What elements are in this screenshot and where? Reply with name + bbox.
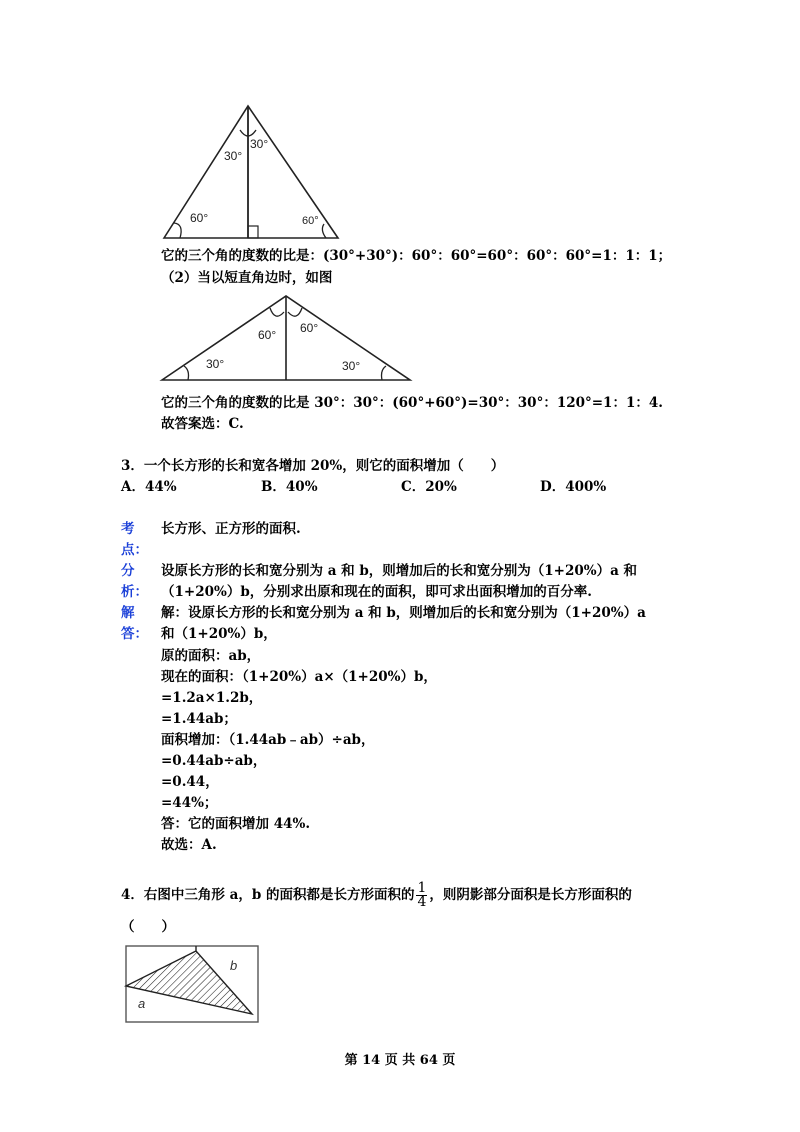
q4-prefix: 4．右图中三角形 a，b 的面积都是长方形面积的 — [121, 887, 415, 903]
label-b: b — [230, 958, 238, 973]
q4-suffix: ，则阴影部分面积是长方形面积的 — [429, 887, 632, 903]
jieda-line-7: 面积增加：（1.44ab﹣ab）÷ab， — [161, 732, 375, 748]
triangle-figure-1 — [160, 100, 350, 240]
q3-option-d: D．400% — [540, 479, 607, 495]
fraction-denominator: 4 — [417, 894, 427, 910]
fenxi-line-1: 设原长方形的长和宽分别为 a 和 b，则增加后的长和宽分别为（1+20%）a 和 — [161, 563, 638, 579]
jieda-line-6: =1.44ab； — [161, 711, 237, 727]
fig1-angle-top-right: 30° — [250, 137, 269, 151]
jieda-line-1: 解：设原长方形的长和宽分别为 a 和 b，则增加后的长和宽分别为（1+20%）a — [161, 605, 646, 621]
jieda-line-4: 现在的面积：（1+20%）a×（1+20%）b， — [161, 669, 437, 685]
fig1-angle-bottom-left: 60° — [190, 211, 209, 225]
jieda-line-5: =1.2a×1.2b， — [161, 690, 263, 706]
case-2-line: （2）当以短直角边时，如图 — [161, 270, 333, 286]
fig2-angle-top-right: 60° — [300, 321, 319, 335]
label-kaodian-2: 点： — [121, 542, 148, 558]
answer-line: 故答案选：C. — [161, 416, 244, 432]
fraction-numerator: 1 — [417, 880, 427, 896]
jieda-line-8: =0.44ab÷ab， — [161, 753, 267, 769]
jieda-line-3: 原的面积：ab， — [161, 648, 261, 664]
rectangle-figure — [122, 942, 262, 1026]
q4-blank: （ ） — [121, 919, 175, 935]
label-fenxi-1: 分 — [121, 563, 135, 579]
fig2-angle-bottom-right: 30° — [342, 359, 361, 373]
page-footer: 第 14 页 共 64 页 — [344, 1053, 456, 1068]
jieda-line-9: =0.44， — [161, 774, 219, 790]
q3-option-b: B．40% — [261, 479, 318, 495]
label-jieda-2: 答： — [121, 626, 148, 642]
fig2-angle-bottom-left: 30° — [206, 357, 225, 371]
label-fenxi-2: 析： — [121, 584, 148, 600]
ratio-line-1: 它的三个角的度数的比是：(30°+30°)：60°：60°=60°：60°：60°=1：1：1； — [161, 248, 672, 264]
jieda-line-12: 故选：A. — [161, 837, 217, 853]
question-3: 3．一个长方形的长和宽各增加 20%，则它的面积增加（ ） — [121, 458, 505, 474]
question-4 — [121, 880, 632, 910]
jieda-line-2: 和（1+20%）b， — [161, 626, 277, 642]
fig1-angle-top-left: 30° — [224, 149, 243, 163]
ratio-line-2: 它的三个角的度数的比是 30°：30°：(60°+60°)=30°：30°：120°=1：1：4. — [161, 395, 663, 411]
kaodian-text: 长方形、正方形的面积. — [161, 521, 301, 537]
q3-option-c: C．20% — [401, 479, 457, 495]
fig2-angle-top-left: 60° — [258, 328, 277, 342]
jieda-line-10: =44%； — [161, 795, 218, 811]
jieda-line-11: 答：它的面积增加 44%. — [161, 816, 311, 832]
fig1-angle-bottom-right: 60° — [302, 215, 319, 227]
label-a: a — [138, 996, 146, 1011]
fenxi-line-2: （1+20%）b，分别求出原和现在的面积，即可求出面积增加的百分率. — [161, 584, 592, 600]
q3-option-a: A．44% — [121, 479, 177, 495]
label-jieda-1: 解 — [121, 605, 135, 621]
one-quarter-fraction — [416, 882, 427, 909]
triangle-figure-2 — [158, 290, 414, 386]
label-kaodian-1: 考 — [121, 521, 135, 537]
